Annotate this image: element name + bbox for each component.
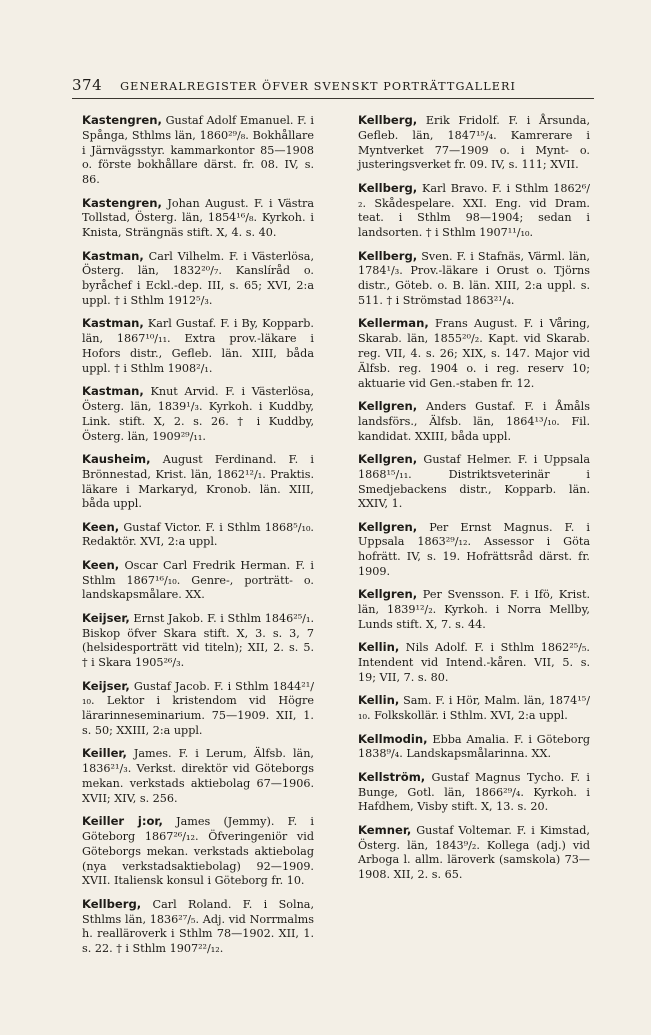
entry-surname: Kellberg, xyxy=(358,180,418,195)
entry-surname: Kellin, xyxy=(358,640,400,655)
entry-surname: Kastman, xyxy=(82,384,144,399)
register-entry xyxy=(358,732,590,763)
register-entry xyxy=(82,196,314,241)
entry-surname: Kellmodin, xyxy=(358,731,428,746)
register-entry xyxy=(82,897,314,957)
entry-text: Karl Gustaf. F. i By, Kopparb. län, 1867¹⁰/₁₁. Extra prov.-läkare i Hofors distr., Gefleb. län. XIII, båda uppl. † i Sthlm 1908²/₁. xyxy=(82,317,314,375)
entry-text: Sven. F. i Stafnäs, Värml. län, 1784¹/₃. Prov.-läkare i Orust o. Tjörns distr., Göteb. o. B. län. XIII, 2:a uppl. s. 511. † i Strömstad 1863²¹/₄. xyxy=(358,249,590,307)
entry-text: Ebba Amalia. F. i Göteborg 1838⁹/₄. Landskapsmålarinna. XX. xyxy=(358,732,590,761)
register-entry xyxy=(358,640,590,685)
entry-surname: Kellgren, xyxy=(358,587,418,602)
entry-text: Frans August. F. i Våring, Skarab. län, 1855²⁰/₂. Kapt. vid Skarab. reg. VII, 4. s. 26; XIX, s. 147. Major vid Älfsb. reg. 1904 o. i reg. reserv 10; aktuarie vid Gen.-staben fr. 12. xyxy=(358,317,590,390)
page-number: 374 xyxy=(72,76,103,94)
register-entry xyxy=(358,316,590,391)
entry-text: Ernst Jakob. F. i Sthlm 1846²⁵/₁. Biskop öfver Skara stift. X, 3. s. 3, 7 (helsidesporträtt vid titeln); XII, 2. s. 5. † i Skara 1905²⁶/₃. xyxy=(82,611,314,670)
register-entry xyxy=(82,746,314,806)
register-entry xyxy=(82,452,314,512)
entry-text: Knut Arvid. F. i Västerlösa, Österg. län, 1839¹/₃. Kyrkoh. i Kuddby, Link. stift. X, 2. s. 26. † i Kuddby, Österg. län, 1909²⁹/₁₁. xyxy=(82,385,314,443)
entry-surname: Kausheim, xyxy=(82,451,151,466)
entry-surname: Kellberg, xyxy=(82,896,142,911)
register-entry xyxy=(82,558,314,603)
entry-surname: Kastengren, xyxy=(82,113,162,127)
header-rule xyxy=(72,98,594,99)
right-column xyxy=(358,113,590,891)
entry-text: Gustaf Helmer. F. i Uppsala 1868¹⁵/₁₁. Distriktsveterinär i Smedjebackens distr., Kopparb. län. XXIV, 1. xyxy=(358,452,590,511)
entry-text: Anders Gustaf. F. i Åmåls landsförs., Älfsb. län, 1864¹³/₁₀. Fil. kandidat. XXIII, båda uppl. xyxy=(358,399,590,443)
entry-surname: Keiller, xyxy=(82,746,127,761)
entry-text: Sam. F. i Hör, Malm. län, 1874¹⁵/₁₀. Folkskollär. i Sthlm. XVI, 2:a uppl. xyxy=(358,694,590,723)
entry-surname: Kellgren, xyxy=(358,451,418,466)
entry-text: Gustaf Adolf Emanuel. F. i Spånga, Sthlms län, 1860²⁹/₈. Bokhållare i Järnvägsstyr. kammarkontor 85—1908 o. förste bokhållare därst. fr. 08. IV, s. 86. xyxy=(82,114,314,187)
register-entry xyxy=(358,587,590,632)
entry-surname: Keen, xyxy=(82,519,120,534)
register-entry xyxy=(82,249,314,309)
register-entry xyxy=(82,316,314,376)
entry-text: Gustaf Victor. F. i Sthlm 1868⁵/₁₀. Redaktör. XVI, 2:a uppl. xyxy=(82,520,314,549)
entry-surname: Kastengren, xyxy=(82,195,162,210)
entry-text: Johan August. F. i Västra Tollstad, Österg. län, 1854¹⁶/₈. Kyrkoh. i Knista, Strängnäs stift. X, 4. s. 40. xyxy=(82,196,314,240)
entry-text: Carl Roland. F. i Solna, Sthlms län, 1836²⁷/₅. Adj. vid Norrmalms h. realläroverk i Sthlm 78—1902. XII, 1. s. 22. † i Sthlm 1907²²/₁₂. xyxy=(82,897,314,956)
entry-surname: Kellgren, xyxy=(358,519,418,534)
entry-surname: Kastman, xyxy=(82,248,144,263)
entry-surname: Kellberg, xyxy=(358,113,418,127)
entry-surname: Kellberg, xyxy=(358,248,418,263)
register-entry xyxy=(358,452,590,512)
register-entry xyxy=(358,113,590,173)
register-entry xyxy=(358,693,590,724)
entry-surname: Keijser, xyxy=(82,610,130,625)
register-entry xyxy=(82,679,314,739)
entry-text: James (Jemmy). F. i Göteborg 1867²⁶/₁₂. Öfveringeniör vid Göteborgs mekan. verkstads aktiebolag (nya verkstadsaktiebolag) 92—1909. XVII. Italiensk konsul i Göteborg fr. 10. xyxy=(82,815,314,888)
register-entry xyxy=(82,814,314,889)
entry-text: Carl Vilhelm. F. i Västerlösa, Österg. län, 1832²⁰/₇. Kanslíråd o. byråchef i Eckl.-dep. III, s. 65; XVI, 2:a uppl. † i Sthlm 1912⁵/₃. xyxy=(82,249,314,307)
register-entry xyxy=(358,520,590,580)
page-header xyxy=(72,76,592,94)
entry-surname: Kemner, xyxy=(358,822,412,837)
register-entry xyxy=(82,113,314,188)
entry-text: Gustaf Voltemar. F. i Kimstad, Österg. län, 1843⁹/₂. Kollega (adj.) vid Arboga l. allm. läroverk (samskola) 73—1908. XII, 2. s. 65. xyxy=(358,823,590,882)
entry-text: Gustaf Magnus Tycho. F. i Bunge, Gotl. län, 1866²⁹/₄. Kyrkoh. i Hafdhem, Visby stift. X, 13. s. 20. xyxy=(358,770,590,814)
entry-text: Karl Bravo. F. i Sthlm 1862⁶/₂. Skådespelare. XXI. Eng. vid Dram. teat. i Sthlm 98—1904; sedan i landsorten. † i Sthlm 1907¹¹/₁₀. xyxy=(358,181,590,240)
register-entry xyxy=(358,770,590,815)
register-entry xyxy=(358,823,590,883)
entry-surname: Kastman, xyxy=(82,316,144,331)
register-entry xyxy=(82,611,314,671)
entry-text: Erik Fridolf. F. i Årsunda, Gefleb. län, 1847¹⁵/₄. Kamrerare i Myntverket 77—1909 o. i Mynt- o. justeringsverket fr. 09. IV, s. 111; XVII. xyxy=(358,114,590,172)
entry-text: Per Ernst Magnus. F. i Uppsala 1863²⁹/₁₂. Assessor i Göta hofrätt. IV, s. 19. Hofrättsråd därst. fr. 1909. xyxy=(358,520,590,579)
register-entry xyxy=(82,520,314,551)
entry-text: Per Svensson. F. i Ifö, Krist. län, 1839¹²/₂. Kyrkoh. i Norra Mellby, Lunds stift. X, 7. s. 44. xyxy=(358,588,590,632)
entry-surname: Kellin, xyxy=(358,693,400,708)
entry-text: James. F. i Lerum, Älfsb. län, 1836²¹/₃. Verkst. direktör vid Göteborgs mekan. verkstads aktiebolag 67—1906. XVII; XIV, s. 256. xyxy=(82,747,314,805)
entry-surname: Kellerman, xyxy=(358,316,429,331)
register-entry xyxy=(358,249,590,309)
entry-surname: Keijser, xyxy=(82,678,130,693)
register-entry xyxy=(358,181,590,241)
entry-surname: Keen, xyxy=(82,557,120,572)
entry-surname: Kellström, xyxy=(358,769,426,784)
register-entry xyxy=(358,399,590,444)
left-column xyxy=(82,113,314,965)
entry-surname: Kellgren, xyxy=(358,398,418,413)
entry-text: Gustaf Jacob. F. i Sthlm 1844²¹/₁₀. Lektor i kristendom vid Högre lärarinneseminarium. 75—1909. XII, 1. s. 50; XXIII, 2:a uppl. xyxy=(82,679,314,738)
entry-text: August Ferdinand. F. i Brönnestad, Krist. län, 1862¹²/₁. Praktis. läkare i Markaryd, Kronob. län. XIII, båda uppl. xyxy=(82,452,314,511)
register-entry xyxy=(82,384,314,444)
entry-text: Nils Adolf. F. i Sthlm 1862²⁵/₅. Intendent vid Intend.-kåren. VII, 5. s. 19; VII, 7. s. 80. xyxy=(358,641,590,685)
entry-surname: Keiller j:or, xyxy=(82,814,163,829)
running-title: GENERALREGISTER ÖFVER SVENSKT PORTRÄTTGALLERI xyxy=(120,80,517,93)
entry-text: Oscar Carl Fredrik Herman. F. i Sthlm 1867¹⁶/₁₀. Genre-, porträtt- o. landskapsmålare. XX. xyxy=(82,558,314,602)
